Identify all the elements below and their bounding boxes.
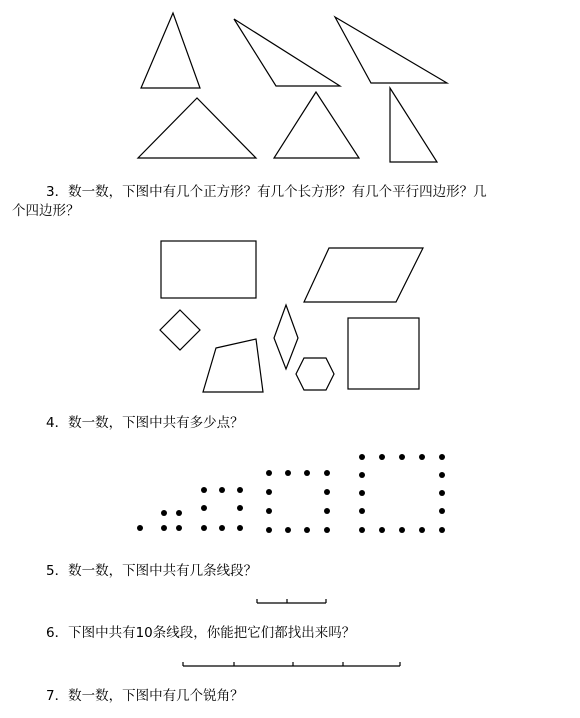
question-6: 6．下图中共有10条线段，你能把它们都找出来吗？	[46, 625, 356, 641]
question-4: 4．数一数，下图中共有多少点？	[46, 415, 244, 431]
question-5: 5．数一数，下图中共有几条线段？	[46, 563, 258, 579]
question-3-line-2: 个四边形？	[12, 203, 80, 219]
question-3-line-1: 3．数一数，下图中有几个正方形？有几个长方形？有几个平行四边形？几	[46, 184, 487, 200]
question-7: 7．数一数，下图中有几个锐角？	[46, 688, 244, 704]
